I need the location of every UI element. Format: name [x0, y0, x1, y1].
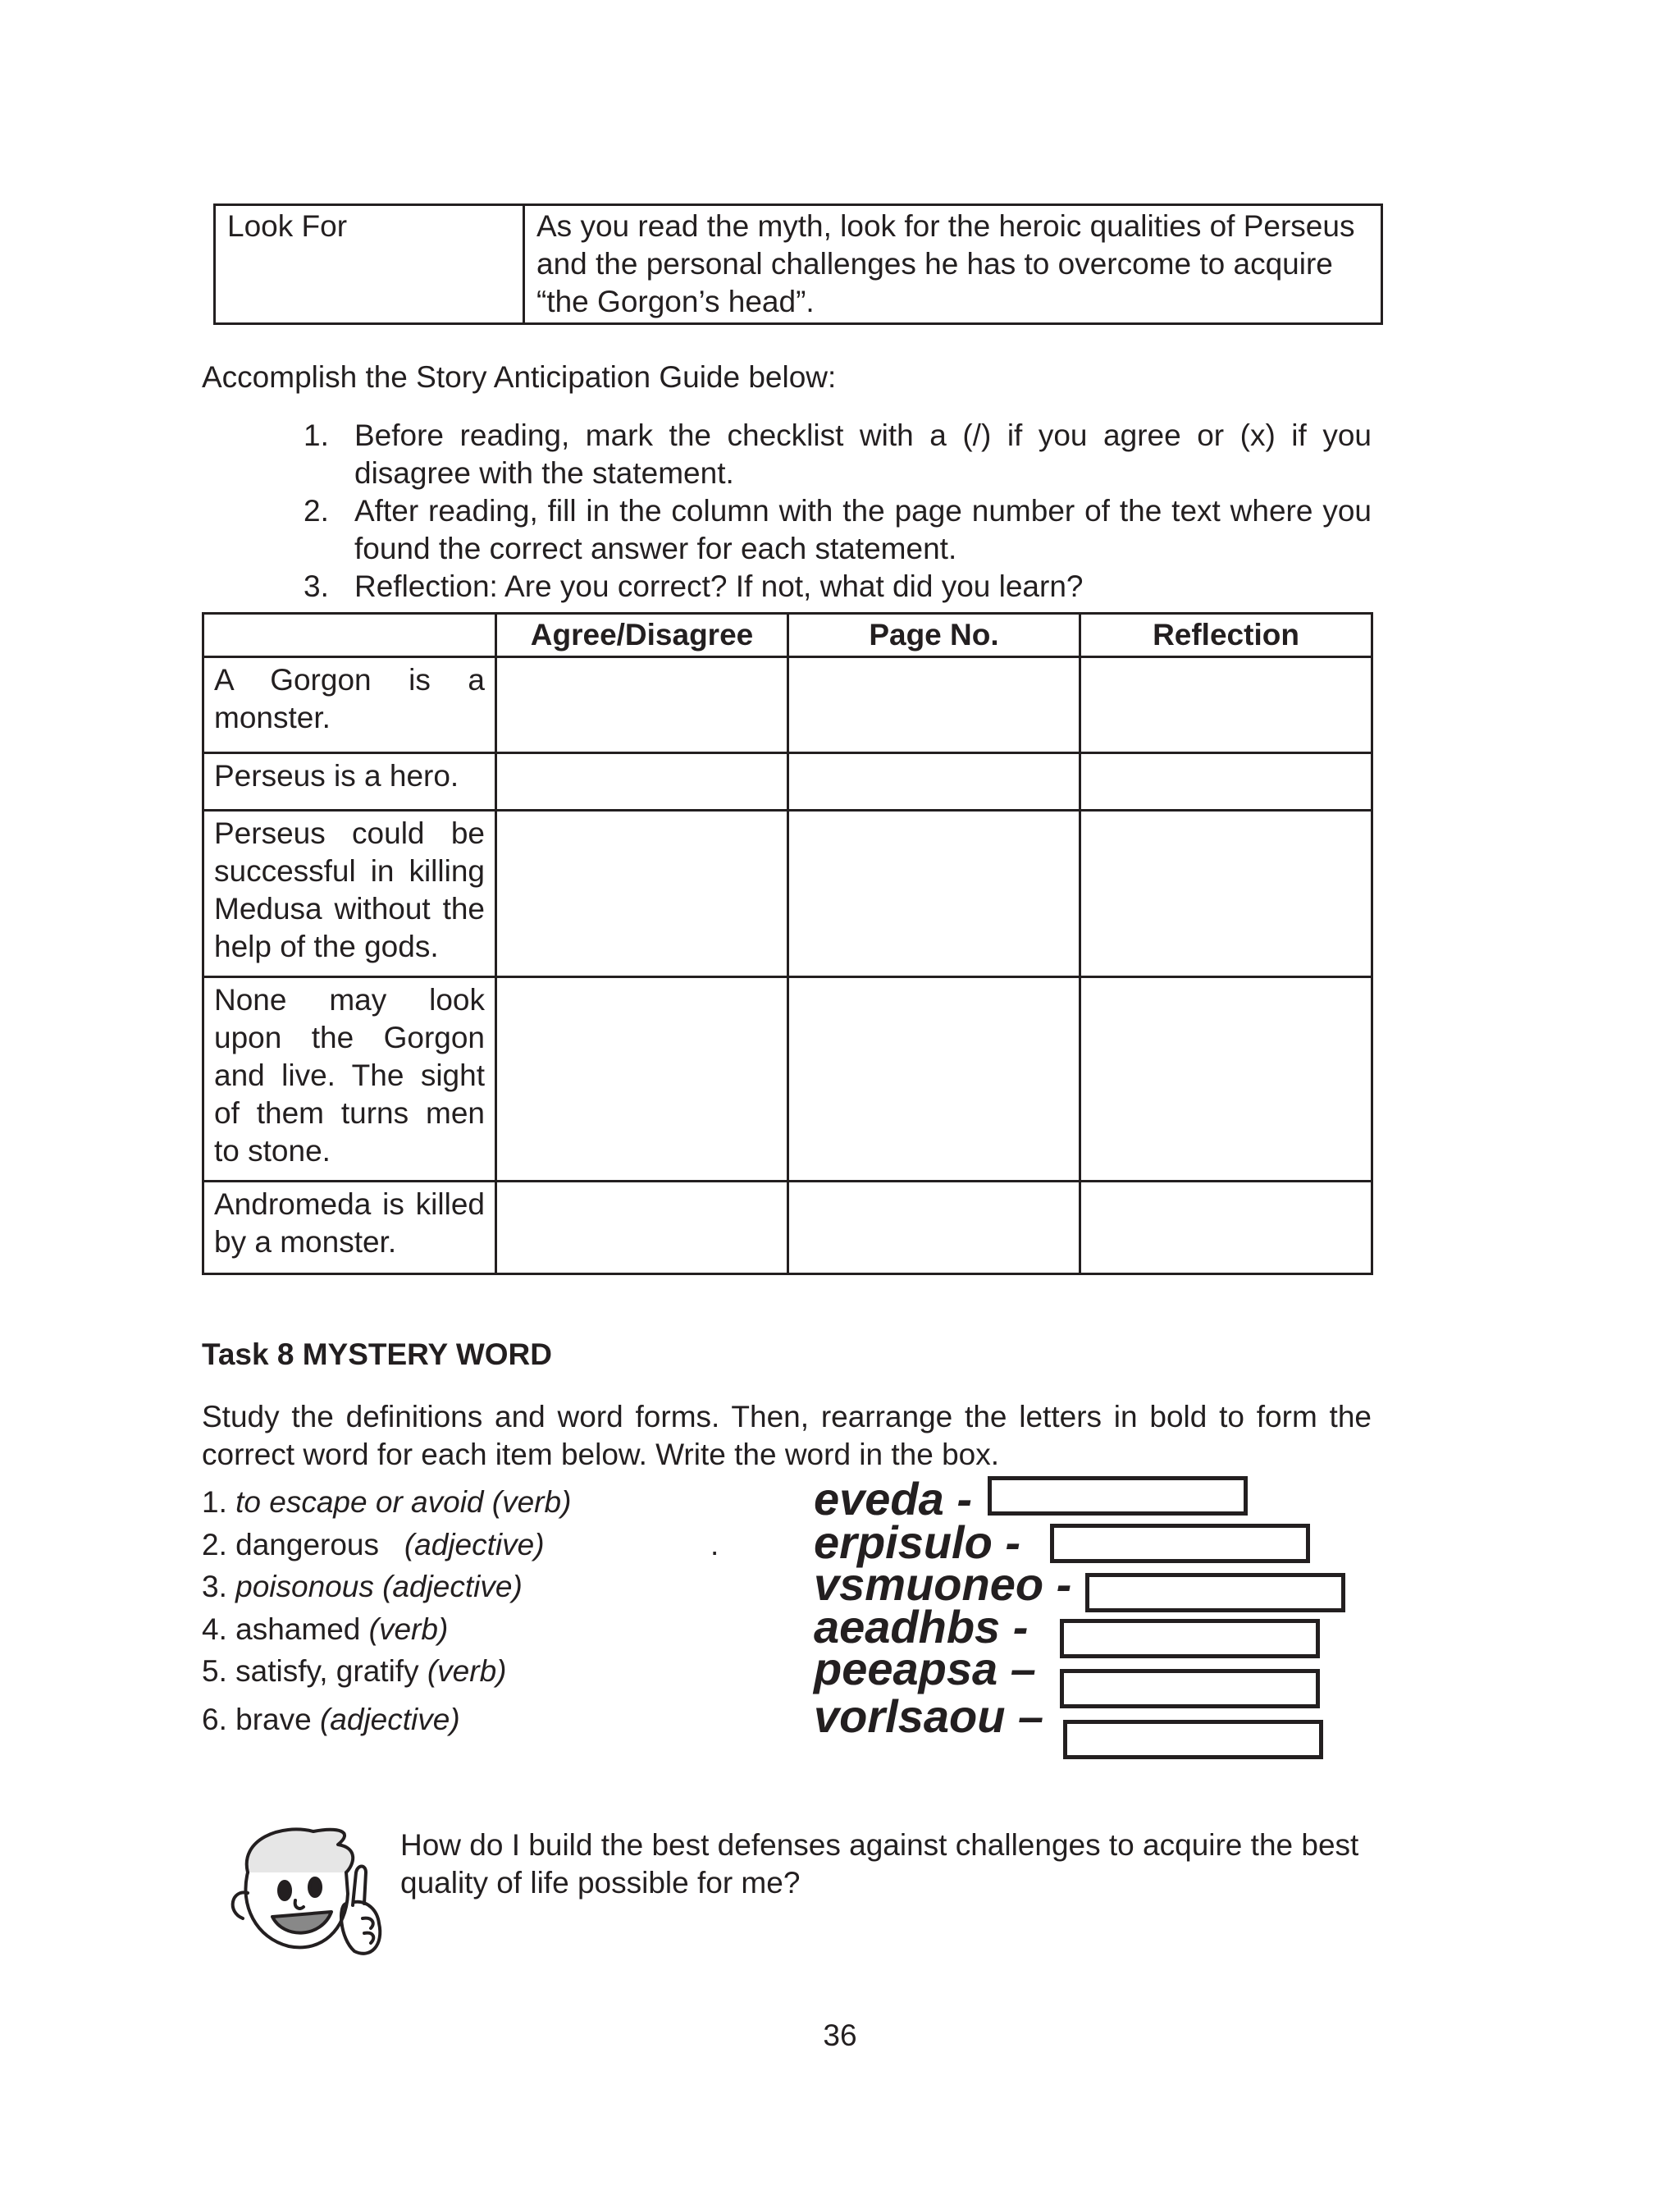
instruction-text: Accomplish the Story Anticipation Guide below: [202, 360, 837, 394]
item-part-of-speech: (adjective) [319, 1703, 460, 1736]
step-number: 1. [304, 418, 329, 452]
definition-item [202, 1484, 571, 1521]
item-definition: to escape or avoid (verb) [235, 1485, 572, 1519]
reflection-cell[interactable] [1080, 811, 1372, 977]
page-cell[interactable] [788, 1182, 1080, 1274]
definition-item [202, 1526, 545, 1564]
scrambled-word: vsmuoneo - [814, 1558, 1072, 1610]
item-number: 2. [202, 1528, 227, 1561]
task-8-description: Study the definitions and word forms. Then, rearrange the letters in bold to form the correct word for each item below. Write the word in the box. [202, 1400, 1372, 1471]
item-definition: ashamed [235, 1612, 361, 1646]
item-definition: brave [235, 1703, 312, 1736]
look-for-table [213, 203, 1383, 325]
reflection-cell[interactable] [1080, 1182, 1372, 1274]
item-number: 4. [202, 1612, 227, 1646]
reflection-cell[interactable] [1080, 657, 1372, 753]
guide-row [203, 657, 1372, 753]
answer-box[interactable] [1060, 1619, 1320, 1658]
answer-box[interactable] [988, 1476, 1248, 1516]
guide-row [203, 753, 1372, 811]
step-item [304, 568, 1372, 606]
stray-dot: . [710, 1528, 719, 1561]
page-number: 36 [823, 2019, 857, 2052]
item-number: 1. [202, 1485, 227, 1519]
reflection-cell[interactable] [1080, 977, 1372, 1182]
page-cell[interactable] [788, 657, 1080, 753]
statement-cell: Perseus could be successful in killing Medusa without the help of the gods. [203, 811, 496, 977]
agree-cell[interactable] [496, 657, 788, 753]
statement-cell: Perseus is a hero. [203, 753, 496, 811]
item-part-of-speech: (adjective) [404, 1528, 545, 1561]
definition-item [202, 1653, 506, 1690]
anticipation-guide-table [202, 612, 1373, 1275]
agree-cell[interactable] [496, 753, 788, 811]
look-for-text: As you read the myth, look for the heroic qualities of Perseus and the personal challenges he has to overcome to acquire “the Gorgon’s head”. [524, 205, 1382, 324]
item-part-of-speech: (verb) [427, 1654, 507, 1688]
answer-box[interactable] [1050, 1524, 1310, 1563]
scrambled-word: eveda - [814, 1473, 972, 1525]
guide-row [203, 1182, 1372, 1274]
guide-row [203, 811, 1372, 977]
agree-cell[interactable] [496, 811, 788, 977]
task-8-title: Task 8 MYSTERY WORD [202, 1337, 552, 1371]
guide-row [203, 977, 1372, 1182]
header-agree-disagree: Agree/Disagree [496, 614, 788, 657]
item-definition: satisfy, gratify [235, 1654, 419, 1688]
header-reflection: Reflection [1080, 614, 1372, 657]
step-text: After reading, fill in the column with the page number of the text where you found the correct answer for each statement. [354, 494, 1372, 565]
item-part-of-speech: (verb) [368, 1612, 449, 1646]
page-cell[interactable] [788, 753, 1080, 811]
agree-cell[interactable] [496, 1182, 788, 1274]
answer-box[interactable] [1060, 1669, 1320, 1708]
answer-box[interactable] [1085, 1573, 1345, 1612]
definition-item [202, 1568, 523, 1606]
step-text: Reflection: Are you correct? If not, what did you learn? [354, 569, 1084, 603]
item-definition: poisonous (adjective) [235, 1570, 523, 1603]
statement-cell: Andromeda is killed by a monster. [203, 1182, 496, 1274]
guide-header-row [203, 614, 1372, 657]
page-cell[interactable] [788, 811, 1080, 977]
step-item [304, 492, 1372, 568]
step-number: 2. [304, 494, 329, 528]
answer-box[interactable] [1063, 1720, 1323, 1759]
statement-cell: None may look upon the Gorgon and live. The sight of them turns men to stone. [203, 977, 496, 1182]
statement-cell: A Gorgon is a monster. [203, 657, 496, 753]
agree-cell[interactable] [496, 977, 788, 1182]
scrambled-word: vorlsaou – [814, 1690, 1044, 1742]
step-item [304, 417, 1372, 492]
header-page-no: Page No. [788, 614, 1080, 657]
page-cell[interactable] [788, 977, 1080, 1182]
reflection-cell[interactable] [1080, 753, 1372, 811]
steps-list [304, 417, 1372, 606]
definition-item [202, 1611, 448, 1648]
definition-item [202, 1701, 460, 1739]
header-statement [203, 614, 496, 657]
item-number: 5. [202, 1654, 227, 1688]
item-definition: dangerous [235, 1528, 380, 1561]
step-number: 3. [304, 569, 329, 603]
look-for-label: Look For [215, 205, 524, 324]
scrambled-word: peeapsa – [814, 1643, 1036, 1694]
item-number: 3. [202, 1570, 227, 1603]
thinking-boy-icon [215, 1815, 395, 1971]
step-text: Before reading, mark the checklist with a (/) if you agree or (x) if you disagree with the statement. [354, 418, 1372, 490]
scrambled-word: aeadhbs - [814, 1601, 1029, 1653]
item-number: 6. [202, 1703, 227, 1736]
scrambled-word: erpisulo - [814, 1516, 1021, 1568]
reflection-question: How do I build the best defenses against challenges to acquire the best quality of life possible for me? [400, 1828, 1359, 1900]
